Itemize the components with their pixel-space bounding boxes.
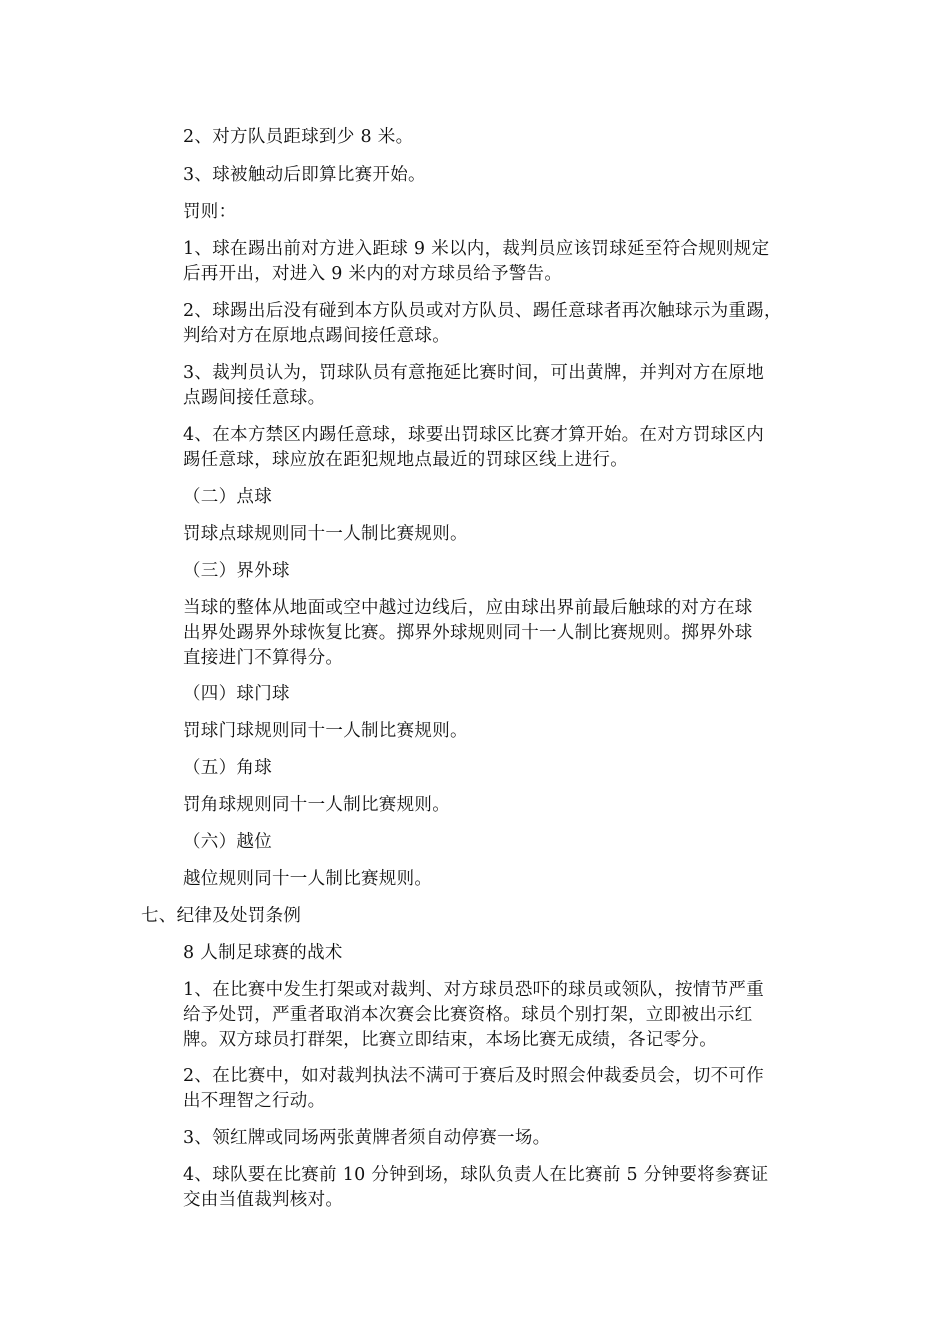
paragraph-line: 8 人制足球赛的战术	[183, 943, 343, 963]
chapter-heading-discipline	[141, 904, 301, 929]
paragraph-line: 直接进门不算得分。	[183, 648, 344, 668]
penalty-heading	[183, 200, 236, 225]
paragraph-line: 3、裁判员认为，罚球队员有意拖延比赛时间，可出黄牌，并判对方在原地	[183, 363, 765, 383]
section-heading-goal-kick	[183, 682, 290, 707]
paragraph-line: （六）越位	[183, 832, 272, 852]
paragraph-corner-kick-rule	[183, 793, 450, 818]
paragraph-line: 交由当值裁判核对。	[183, 1190, 344, 1210]
section-heading-throw-in	[183, 559, 290, 584]
penalty-item-2	[183, 299, 782, 349]
paragraph-line: 4、球队要在比赛前 10 分钟到场，球队负责人在比赛前 5 分钟要将参赛证	[183, 1165, 769, 1185]
discipline-item-2	[183, 1064, 764, 1114]
paragraph-line: 点踢间接任意球。	[183, 388, 326, 408]
paragraph-line: 出不理智之行动。	[183, 1091, 326, 1111]
penalty-item-4	[183, 423, 764, 473]
paragraph-offside-rule	[183, 867, 432, 892]
paragraph-line: 出界处踢界外球恢复比赛。掷界外球规则同十一人制比赛规则。掷界外球	[183, 623, 753, 643]
paragraph-line: 踢任意球，球应放在距犯规地点最近的罚球区线上进行。	[183, 450, 628, 470]
penalty-item-3	[183, 361, 764, 411]
discipline-item-4	[183, 1163, 768, 1213]
paragraph-rule-2	[183, 125, 413, 150]
paragraph-line: 3、领红牌或同场两张黄牌者须自动停赛一场。	[183, 1128, 551, 1148]
penalty-item-1	[183, 237, 769, 287]
paragraph-line: 1、在比赛中发生打架或对裁判、对方球员恐吓的球员或领队，按情节严重	[183, 980, 765, 1000]
paragraph-line: （三）界外球	[183, 561, 290, 581]
paragraph-line: 2、在比赛中，如对裁判执法不满可于赛后及时照会仲裁委员会，切不可作	[183, 1066, 765, 1086]
paragraph-line: 罚则：	[183, 202, 237, 222]
paragraph-line: 1、球在踢出前对方进入距球 9 米以内，裁判员应该罚球延至符合规则规定	[183, 239, 770, 259]
paragraph-line: 2、球踢出后没有碰到本方队员或对方队员、踢任意球者再次触球示为重踢，	[183, 301, 782, 321]
discipline-item-1	[183, 978, 764, 1053]
paragraph-goal-kick-rule	[183, 719, 468, 744]
paragraph-line: 罚球点球规则同十一人制比赛规则。	[183, 524, 468, 544]
paragraph-line: 当球的整体从地面或空中越过边线后，应由球出界前最后触球的对方在球	[183, 598, 753, 618]
paragraph-line: 给予处罚，严重者取消本次赛会比赛资格。球员个别打架，立即被出示红	[183, 1005, 753, 1025]
paragraph-line: （二）点球	[183, 487, 272, 507]
paragraph-line: 牌。双方球员打群架，比赛立即结束，本场比赛无成绩，各记零分。	[183, 1030, 717, 1050]
discipline-item-3	[183, 1126, 550, 1151]
paragraph-line: 罚角球规则同十一人制比赛规则。	[183, 795, 450, 815]
paragraph-line: 4、在本方禁区内踢任意球，球要出罚球区比赛才算开始。在对方罚球区内	[183, 425, 765, 445]
paragraph-line: 判给对方在原地点踢间接任意球。	[183, 326, 450, 346]
section-heading-penalty-kick	[183, 485, 272, 510]
section-heading-offside	[183, 830, 272, 855]
paragraph-line: 七、纪律及处罚条例	[141, 906, 302, 926]
section-heading-corner-kick	[183, 756, 272, 781]
paragraph-line: 后再开出，对进入 9 米内的对方球员给予警告。	[183, 264, 563, 284]
paragraph-throw-in-rule	[183, 596, 753, 671]
paragraph-line: 越位规则同十一人制比赛规则。	[183, 869, 433, 889]
paragraph-line: 3、球被触动后即算比赛开始。	[183, 165, 426, 185]
paragraph-line: 罚球门球规则同十一人制比赛规则。	[183, 721, 468, 741]
paragraph-rule-3	[183, 163, 426, 188]
paragraph-penalty-kick-rule	[183, 522, 468, 547]
paragraph-line: （五）角球	[183, 758, 272, 778]
paragraph-line: 2、对方队员距球到少 8 米。	[183, 127, 414, 147]
subheading-tactics	[183, 941, 343, 966]
paragraph-line: （四）球门球	[183, 684, 290, 704]
